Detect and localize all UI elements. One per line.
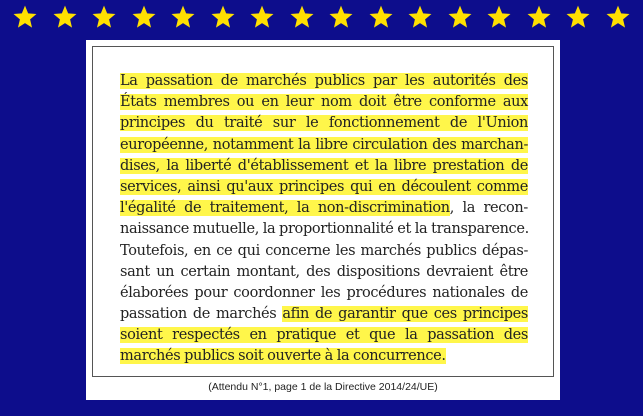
excerpt-line	[120, 113, 528, 134]
star-icon	[605, 4, 631, 30]
star-icon	[170, 4, 196, 30]
excerpt-line	[120, 262, 528, 283]
excerpt-line	[120, 346, 528, 367]
excerpt-line	[120, 92, 528, 113]
highlighted-text: soient respectés en pratique et que la passation des	[120, 327, 528, 344]
excerpt-paragraph	[120, 71, 528, 368]
star-icon	[368, 4, 394, 30]
star-row	[0, 0, 643, 34]
highlighted-text: européenne, notamment la libre circulation des marchan-	[120, 136, 528, 153]
highlighted-text: principes du traité sur le fonctionnement de l'Union	[120, 115, 528, 132]
star-icon	[486, 4, 512, 30]
excerpt-line	[120, 198, 528, 219]
star-icon	[328, 4, 354, 30]
excerpt-line	[120, 135, 528, 156]
excerpt-line	[120, 219, 528, 240]
plain-text: Toutefois, en ce qui concerne les marchés publics dépas-	[120, 242, 528, 259]
highlighted-text: services, ainsi qu'aux principes qui en découlent comme	[120, 178, 528, 195]
source-caption: (Attendu N°1, page 1 de la Directive 2014/24/UE)	[208, 381, 438, 393]
highlighted-text: afin de garantir que ces principes	[282, 306, 528, 323]
highlighted-text: États membres ou en leur nom doit être conforme aux	[120, 94, 528, 111]
plain-text: naissance mutuelle, la proportionnalité et la transparence.	[120, 221, 529, 238]
star-icon	[447, 4, 473, 30]
star-icon	[12, 4, 38, 30]
plain-text: , la recon-	[449, 200, 528, 217]
highlighted-text: l'égalité de traitement, la non-discrimination	[120, 200, 450, 217]
star-icon	[407, 4, 433, 30]
star-icon	[91, 4, 117, 30]
excerpt-line	[120, 156, 528, 177]
document-frame	[86, 40, 560, 400]
excerpt-line	[120, 325, 528, 346]
document-excerpt-box	[92, 46, 554, 377]
star-icon	[131, 4, 157, 30]
star-icon	[565, 4, 591, 30]
star-icon	[289, 4, 315, 30]
star-icon	[526, 4, 552, 30]
star-icon	[210, 4, 236, 30]
star-icon	[52, 4, 78, 30]
excerpt-line	[120, 304, 528, 325]
plain-text: élaborées pour coordonner les procédures nationales de	[120, 284, 528, 301]
excerpt-line	[120, 241, 528, 262]
highlighted-text: marchés publics soit ouverte à la concurrence.	[120, 348, 446, 365]
highlighted-text: dises, la liberté d'établissement et la libre prestation de	[120, 157, 528, 174]
excerpt-line	[120, 71, 528, 92]
plain-text: sant un certain montant, des dispositions devraient être	[120, 263, 528, 280]
plain-text: passation de marchés	[120, 306, 283, 323]
excerpt-line	[120, 177, 528, 198]
star-icon	[249, 4, 275, 30]
highlighted-text: La passation de marchés publics par les autorités des	[120, 73, 528, 89]
excerpt-line	[120, 283, 528, 304]
